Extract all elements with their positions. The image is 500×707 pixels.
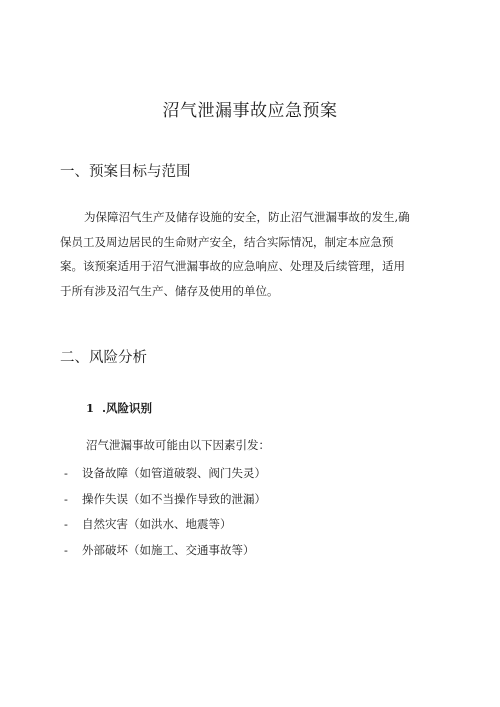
list-bullet: - (64, 491, 68, 506)
section-heading-scope: 一、预案目标与范围 (60, 164, 191, 180)
list-item (64, 512, 266, 538)
list-item-text: 自然灾害（如洪水、地震等） (82, 517, 232, 531)
section-scope-paragraph (60, 205, 440, 303)
risk-factor-list (64, 461, 266, 563)
subsection-title: .风险识别 (102, 401, 153, 415)
risk-intro-text: 沼气泄漏事故可能由以下因素引发： (86, 438, 270, 452)
subsection-heading-risk-identification (86, 400, 152, 416)
paragraph-line: 于所有涉及沼气生产、储存及使用的单位。 (60, 283, 279, 298)
list-item-text: 设备故障（如管道破裂、阀门失灵） (82, 466, 266, 480)
section-heading-risk: 二、风险分析 (60, 350, 147, 366)
list-item-text: 操作失误（如不当操作导致的泄漏） (82, 491, 266, 506)
list-item (64, 487, 266, 513)
document-title: 沼气泄漏事故应急预案 (162, 101, 338, 121)
list-item (64, 461, 266, 487)
subsection-number: 1 (86, 401, 95, 415)
list-item (64, 538, 266, 564)
paragraph-line: 保员工及周边居民的生命财产安全，结合实际情况，制定本应急预 (60, 234, 394, 249)
list-bullet: - (64, 542, 68, 557)
list-item-text: 外部破坏（如施工、交通事故等） (82, 542, 255, 557)
paragraph-line: 为保障沼气生产及储存设施的安全，防止沼气泄漏事故的发生,确 (84, 210, 410, 224)
list-bullet: - (64, 466, 68, 480)
paragraph-line: 案。该预案适用于沼气泄漏事故的应急响应、处理及后续管理，适用 (60, 259, 405, 273)
list-bullet: - (64, 517, 68, 531)
